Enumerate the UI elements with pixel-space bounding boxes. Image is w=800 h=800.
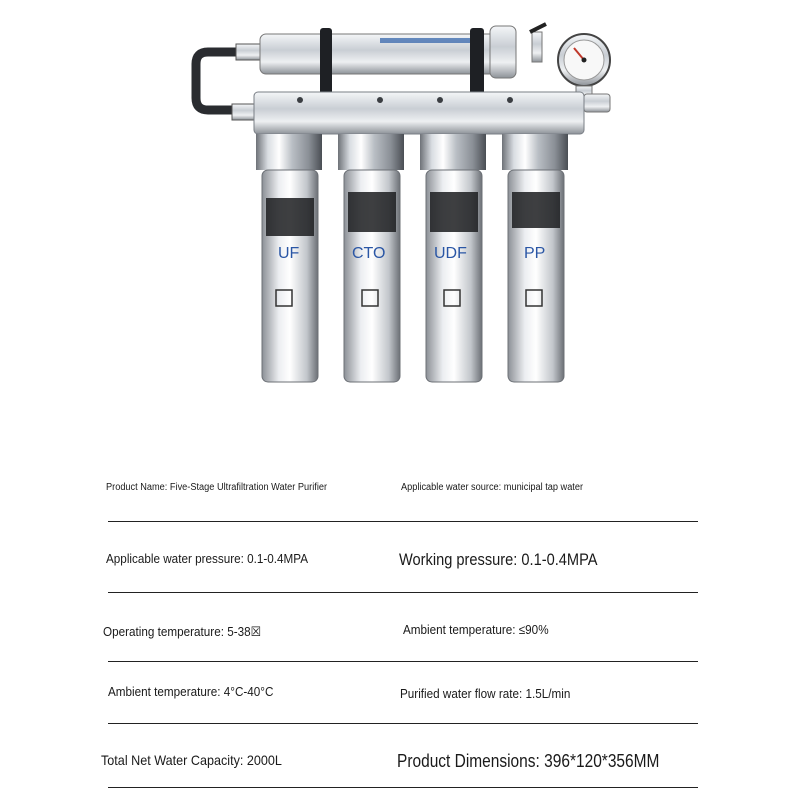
spec-water-source: Applicable water source: municipal tap water <box>401 482 584 493</box>
filter-label-uf: UF <box>278 245 300 262</box>
water-purifier-image <box>180 20 620 390</box>
spec-dimensions: Product Dimensions: 396*120*356MM <box>397 751 660 771</box>
pressure-gauge-icon <box>558 34 610 86</box>
spec-net-capacity: Total Net Water Capacity: 2000L <box>101 752 282 768</box>
filter-housing-pp <box>502 134 568 382</box>
divider <box>108 521 698 522</box>
spec-ambient-humidity: Ambient temperature: ≤90% <box>403 622 549 637</box>
filter-label-pp: PP <box>524 245 546 262</box>
spec-working-pressure: Working pressure: 0.1-0.4MPA <box>399 550 598 569</box>
spec-water-pressure: Applicable water pressure: 0.1-0.4MPA <box>106 551 309 566</box>
filter-housing-uf <box>256 134 322 382</box>
filter-label-cto: CTO <box>352 245 386 262</box>
divider <box>108 592 698 593</box>
spec-flow-rate: Purified water flow rate: 1.5L/min <box>400 686 571 701</box>
spec-product-name: Product Name: Five-Stage Ultrafiltration Water Purifier <box>106 482 328 493</box>
filter-housing-udf <box>420 134 486 382</box>
divider <box>108 661 698 662</box>
spec-table <box>0 440 800 800</box>
manifold-bar <box>254 92 584 134</box>
filter-label-udf: UDF <box>434 245 467 262</box>
spec-operating-temperature: Operating temperature: 5-38☒ <box>103 624 262 639</box>
inlet-pipe <box>196 52 260 110</box>
spec-ambient-temperature: Ambient temperature: 4°C-40°C <box>108 684 274 699</box>
divider <box>108 787 698 788</box>
filter-housing-cto <box>338 134 404 382</box>
divider <box>108 723 698 724</box>
